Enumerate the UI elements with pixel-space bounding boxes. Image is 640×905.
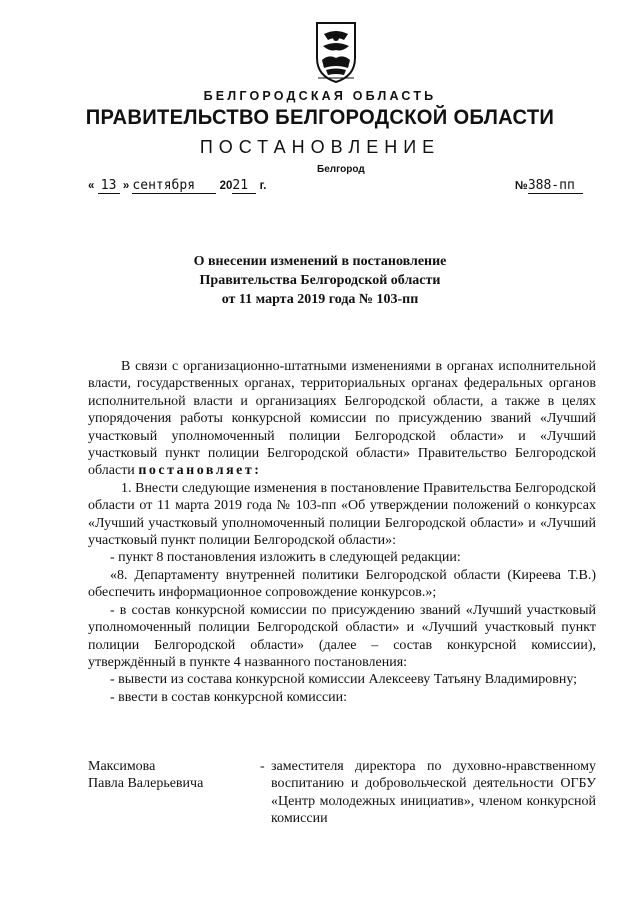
city-name: Белгород bbox=[317, 164, 365, 175]
date-close-quote: » bbox=[122, 180, 130, 192]
coat-of-arms-icon bbox=[314, 20, 358, 84]
member-surname: Максимова bbox=[88, 759, 156, 774]
member-dash: - bbox=[260, 759, 265, 774]
title-line: Правительства Белгородской области bbox=[199, 273, 441, 288]
number-value: 388-пп bbox=[528, 178, 583, 194]
document-title bbox=[0, 252, 640, 309]
date-month: сентября bbox=[132, 178, 216, 194]
title-line: от 11 марта 2019 года № 103-пп bbox=[221, 292, 419, 307]
paragraph-5: - вывести из состава конкурсной комиссии Алексееву Татьяну Владимировну; bbox=[110, 672, 578, 688]
paragraph-3: «8. Департаменту внутренней политики Белгородской области (Киреева Т.В.) обеспечить информационное сопровождение конкурсов.»; bbox=[88, 567, 596, 601]
intro-paragraph bbox=[88, 358, 596, 480]
member-name bbox=[88, 758, 258, 793]
decree-type: ПОСТАНОВЛЕНИЕ bbox=[199, 137, 441, 157]
date-day: 13 bbox=[98, 178, 120, 194]
decree-date bbox=[88, 178, 266, 194]
paragraph-4: - в состав конкурсной комиссии по присуждению званий «Лучший участковый уполномоченный полиции Белгородской области» и «Лучший участковый пункт полиции Белгородской области» (далее – состав конкурсной комиссии), утверждённый в пункте 4 названного постановления: bbox=[88, 602, 596, 670]
region-name: БЕЛГОРОДСКАЯ ОБЛАСТЬ bbox=[203, 89, 437, 103]
member-given-names: Павла Валерьевича bbox=[88, 776, 204, 792]
government-name: ПРАВИТЕЛЬСТВО БЕЛГОРОДСКОЙ ОБЛАСТИ bbox=[85, 106, 555, 129]
decree-number bbox=[515, 178, 583, 194]
date-year-suffix: 21 bbox=[232, 178, 256, 194]
paragraph-2: - пункт 8 постановления изложить в следующей редакции: bbox=[110, 550, 461, 566]
title-line: О внесении изменений в постановление bbox=[193, 254, 447, 269]
date-open-quote: « bbox=[88, 180, 95, 192]
date-suffix: г. bbox=[259, 180, 267, 192]
member-role bbox=[271, 758, 596, 828]
paragraph-1: 1. Внести следующие изменения в постановление Правительства Белгородской области от 11 марта 2019 года № 103-пп «Об утверждении положений о конкурсах «Лучший участковый уполномоченный полиции Белгородской области» и «Лучший участковый пункт полиции Белгородской области»: bbox=[88, 480, 596, 549]
intro-text: В связи с организационно-штатными изменениями в органах исполнительной власти, государственных органах, территориальных органах федеральных органов исполнительной власти и организациях Белгородской области, а также в целях упорядочения работы конкурсной комиссии по присуждению званий «Лучший участковый уполномоченный полиции Белгородской области» и «Лучший участковый пункт полиции Белгородской области» Правительство Белгородской области bbox=[88, 359, 596, 479]
member-role-text: заместителя директора по духовно-нравственному воспитанию и добровольческой деятельности ОГБУ «Центр молодежных инициатив», членом конкурсной комиссии bbox=[271, 759, 596, 827]
document-body bbox=[88, 358, 596, 706]
number-label: № bbox=[515, 180, 528, 192]
resolves-word: постановляет: bbox=[138, 463, 262, 479]
paragraph-6: - ввести в состав конкурсной комиссии: bbox=[110, 689, 348, 705]
date-year-prefix: 20 bbox=[219, 180, 233, 192]
